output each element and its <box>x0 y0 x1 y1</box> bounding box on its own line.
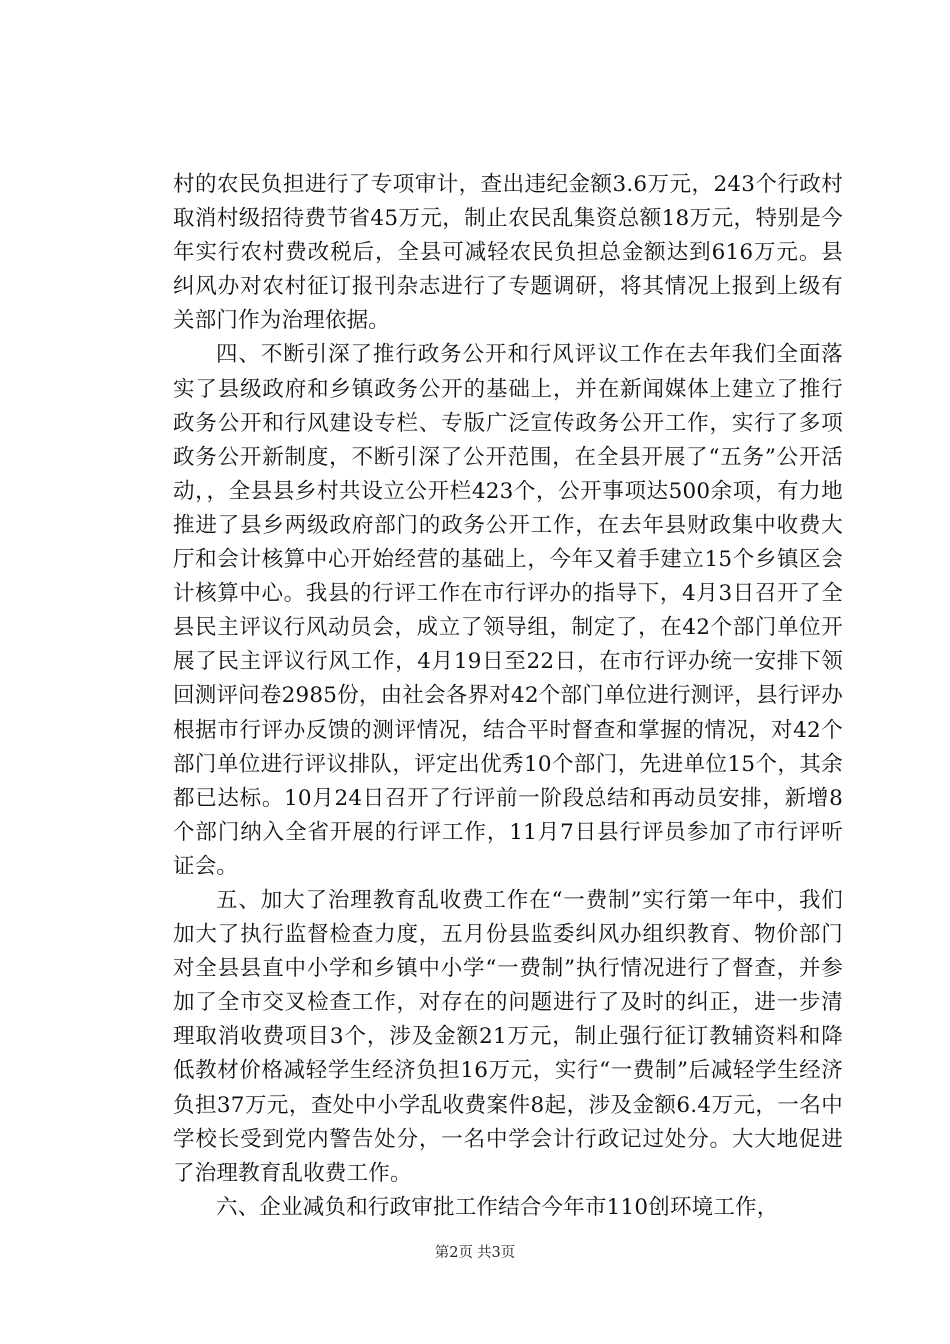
page-footer <box>0 1243 950 1263</box>
paragraph-section-five: 五、加大了治理教育乱收费工作在“一费制”实行第一年中，我们加大了执行监督检查力度，五月份县监委纠风办组织教育、物价部门对全县县直中小学和乡镇中小学“一费制”执行情况进行了督查，并参加了全市交叉检查工作，对存在的问题进行了及时的纠正，进一步清理取消收费项目3个，涉及金额21万元，制止强行征订教辅资料和降低教材价格减轻学生经济负担16万元，实行“一费制”后减轻学生经济负担37万元，查处中小学乱收费案件8起，涉及金额6.4万元，一名中学校长受到党内警告处分，一名中学会计行政记过处分。大大地促进了治理教育乱收费工作。 <box>173 887 843 1186</box>
page-number: 第2页 <box>434 1245 473 1261</box>
paragraph-section-six: 六、企业减负和行政审批工作结合今年市110创环境工作， <box>216 1194 779 1220</box>
paragraph-continuation: 村的农民负担进行了专项审计，查出违纪金额3.6万元，243个行政村取消村级招待费节省45万元，制止农民乱集资总额18万元，特别是今年实行农村费改税后，全县可减轻农民负担总金额达到616万元。县纠风办对农村征订报刊杂志进行了专题调研，将其情况上报到上级有关部门作为治理依据。 <box>173 172 843 334</box>
paragraph-section-four: 四、不断引深了推行政务公开和行风评议工作在去年我们全面落实了县级政府和乡镇政务公开的基础上，并在新闻媒体上建立了推行政务公开和行风建设专栏、专版广泛宣传政务公开工作，实行了多项政务公开新制度，不断引深了公开范围，在全县开展了“五务”公开活动，，全县县乡村共设立公开栏423个，公开事项达500余项，有力地推进了县乡两级政府部门的政务公开工作，在去年县财政集中收费大厅和会计核算中心开始经营的基础上，今年又着手建立15个乡镇区会计核算中心。我县的行评工作在市行评办的指导下，4月3日召开了全县民主评议行风动员会，成立了领导组，制定了，在42个部门单位开展了民主评议行风工作，4月19日至22日，在市行评办统一安排下领回测评问卷2985份，由社会各界对42个部门单位进行测评，县行评办根据市行评办反馈的测评情况，结合平时督查和掌握的情况，对42个部门单位进行评议排队，评定出优秀10个部门，先进单位15个，其余都已达标。10月24日召开了行评前一阶段总结和再动员安排，新增8个部门纳入全省开展的行评工作，11月7日县行评员参加了市行评听证会。 <box>173 342 843 879</box>
page-total: 共3页 <box>477 1245 516 1261</box>
document-body <box>173 168 843 1225</box>
